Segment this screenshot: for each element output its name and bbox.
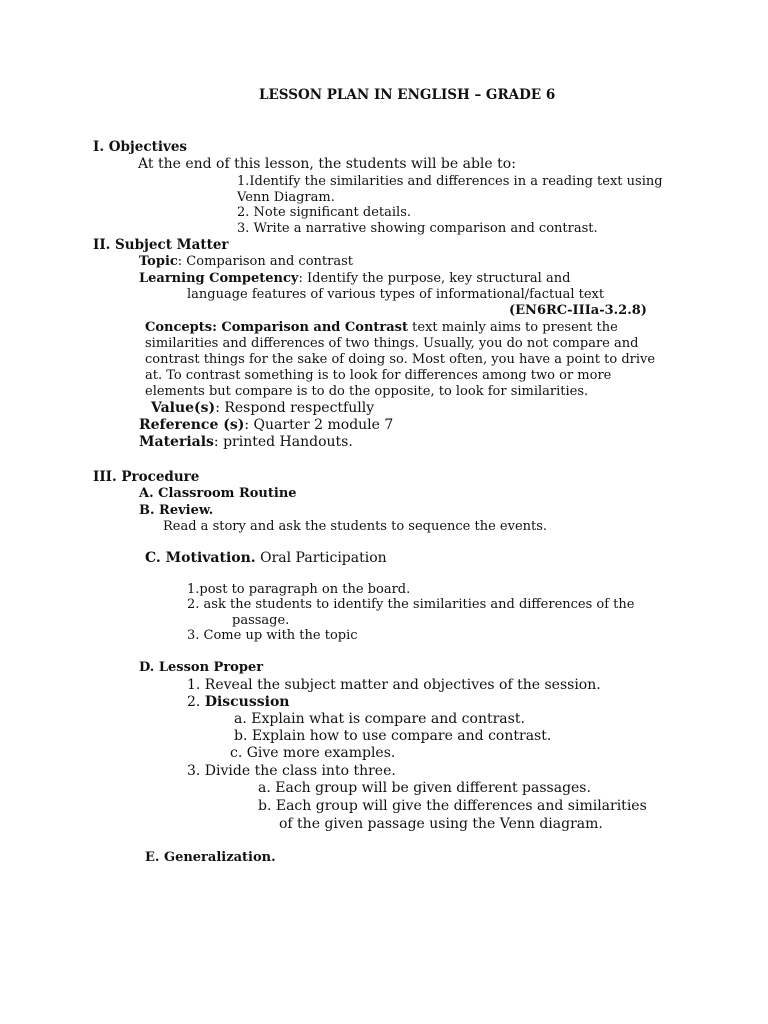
motivation-item-1: 1.post to paragraph on the board.	[187, 582, 411, 597]
values-value: : Respond respectfully	[215, 400, 375, 416]
objective-3: 3. Write a narrative showing comparison and contrast.	[237, 221, 598, 236]
generalization-heading: E. Generalization.	[145, 850, 276, 865]
values-label: Value(s)	[151, 400, 216, 416]
discussion-item-c: c. Give more examples.	[230, 745, 396, 761]
motivation-item-2: 2. ask the students to identify the similarities and differences of the	[187, 597, 635, 612]
motivation-item-2-cont: passage.	[232, 613, 290, 628]
motivation-line	[145, 550, 387, 566]
page-title: LESSON PLAN IN ENGLISH – GRADE 6	[259, 87, 556, 103]
materials-value: : printed Handouts.	[213, 434, 353, 450]
motivation-value: Oral Participation	[255, 550, 387, 566]
group-item-b: b. Each group will give the differences and similarities	[258, 798, 647, 814]
topic-label: Topic	[139, 254, 178, 269]
concepts-line-1	[145, 320, 618, 336]
discussion-item-a: a. Explain what is compare and contrast.	[234, 711, 525, 727]
group-item-b-cont: of the given passage using the Venn diagram.	[279, 816, 603, 832]
objective-1-cont: Venn Diagram.	[237, 190, 335, 205]
reference-line	[139, 417, 393, 433]
values-line	[151, 400, 374, 416]
concepts-line-3: contrast things for the sake of doing so. Most often, you have a point to drive	[145, 352, 656, 367]
motivation-item-3: 3. Come up with the topic	[187, 628, 358, 643]
review-text: Read a story and ask the students to sequence the events.	[163, 519, 548, 534]
concepts-line-5: elements but compare is to do the opposite, to look for similarities.	[145, 384, 589, 399]
classroom-routine: A. Classroom Routine	[139, 486, 297, 501]
materials-line	[139, 434, 353, 450]
lesson-proper-item-2-number: 2.	[187, 694, 205, 710]
competency-label: Learning Competency	[139, 271, 299, 286]
subject-matter-heading: II. Subject Matter	[93, 237, 229, 253]
concepts-text-1: text mainly aims to present the	[408, 320, 618, 335]
review-heading: B. Review.	[139, 503, 214, 518]
topic-value: : Comparison and contrast	[177, 254, 353, 269]
lesson-proper-item-3: 3. Divide the class into three.	[187, 763, 396, 779]
concepts-line-4: at. To contrast something is to look for differences among two or more	[145, 368, 612, 383]
objectives-heading: I. Objectives	[93, 139, 188, 155]
competency-value: : Identify the purpose, key structural and	[298, 271, 571, 286]
reference-label: Reference (s)	[139, 417, 245, 433]
topic-line	[139, 254, 353, 270]
discussion-label: Discussion	[204, 694, 290, 710]
lesson-proper-heading: D. Lesson Proper	[139, 660, 264, 675]
procedure-heading: III. Procedure	[93, 469, 200, 485]
competency-code: (EN6RC-IIIa-3.2.8)	[509, 303, 647, 318]
objectives-intro: At the end of this lesson, the students will be able to:	[138, 156, 516, 172]
lesson-proper-item-2	[187, 694, 289, 710]
competency-line-2: language features of various types of informational/factual text	[187, 287, 605, 302]
reference-value: : Quarter 2 module 7	[244, 417, 394, 433]
motivation-label: C. Motivation.	[145, 550, 256, 566]
lesson-proper-item-1: 1. Reveal the subject matter and objectives of the session.	[187, 677, 601, 693]
materials-label: Materials	[139, 434, 214, 450]
discussion-item-b: b. Explain how to use compare and contrast.	[234, 728, 552, 744]
concepts-label: Concepts: Comparison and Contrast	[145, 320, 408, 335]
group-item-a: a. Each group will be given different passages.	[258, 780, 591, 796]
concepts-line-2: similarities and differences of two things. Usually, you do not compare and	[145, 336, 639, 351]
objective-1: 1.Identify the similarities and differences in a reading text using	[237, 174, 663, 189]
objective-2: 2. Note significant details.	[237, 205, 412, 220]
competency-line	[139, 271, 570, 287]
